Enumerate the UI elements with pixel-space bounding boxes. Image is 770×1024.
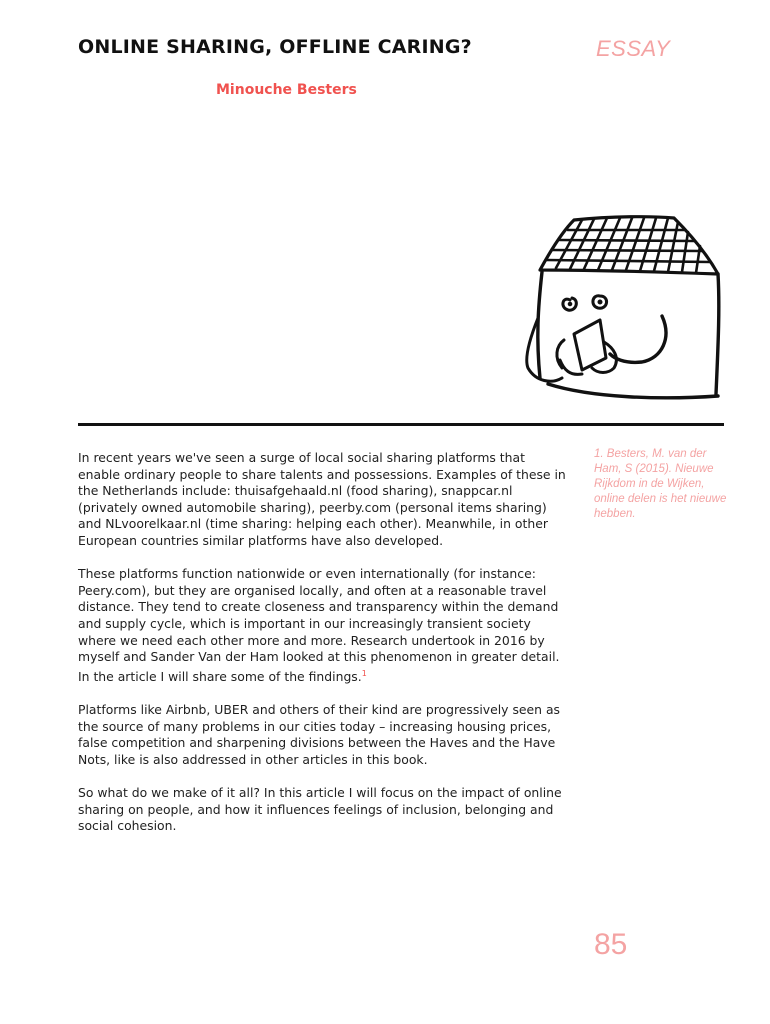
house-face-drawing-icon [512,208,724,420]
article-body [78,450,570,851]
sidebar-footnote: 1. Besters, M. van der Ham, S (2015). Nieuwe Rijkdom in de Wijken, online delen is het nieuwe hebben. [594,448,727,520]
footnote-marker[interactable]: 1 [361,668,367,678]
paragraph: Platforms like Airbnb, UBER and others of their kind are progressively seen as the source of many problems in our cities today – increasing housing prices, false competition and sharpening divisions between the Haves and the Have Nots, like is also addressed in other articles in this book. [78,702,560,767]
paragraph: In recent years we've seen a surge of local social sharing platforms that enable ordinary people to share talents and possessions. Examples of these in the Netherlands include: thuisafgehaald.nl (food sharing), snappcar.nl (privately owned automobile sharing), peerby.com (personal items sharing) and NLvoorelkaar.nl (time sharing: helping each other). Meanwhile, in other European countries similar platforms have also developed. [78,450,566,548]
page-number: 85 [594,928,628,961]
section-divider [78,423,724,426]
paragraph-with-footnote [78,566,570,685]
section-label: ESSAY [596,36,671,61]
paragraph: These platforms function nationwide or even internationally (for instance: Peery.com), but they are organised locally, and often at a reasonable travel distance. They tend to create closeness and transparency within the demand and supply cycle, which is important in our increasingly transient society where we need each other more and more. Research undertook in 2016 by myself and Sander Van der Ham looked at this phenomenon in greater detail. In the article I will share some of the findings. [78,566,560,684]
paragraph: So what do we make of it all? In this article I will focus on the impact of online sharing on people, and how it influences feelings of inclusion, belonging and social cohesion. [78,785,562,834]
article-title: ONLINE SHARING, OFFLINE CARING? [78,36,472,58]
author-name: Minouche Besters [216,82,357,98]
